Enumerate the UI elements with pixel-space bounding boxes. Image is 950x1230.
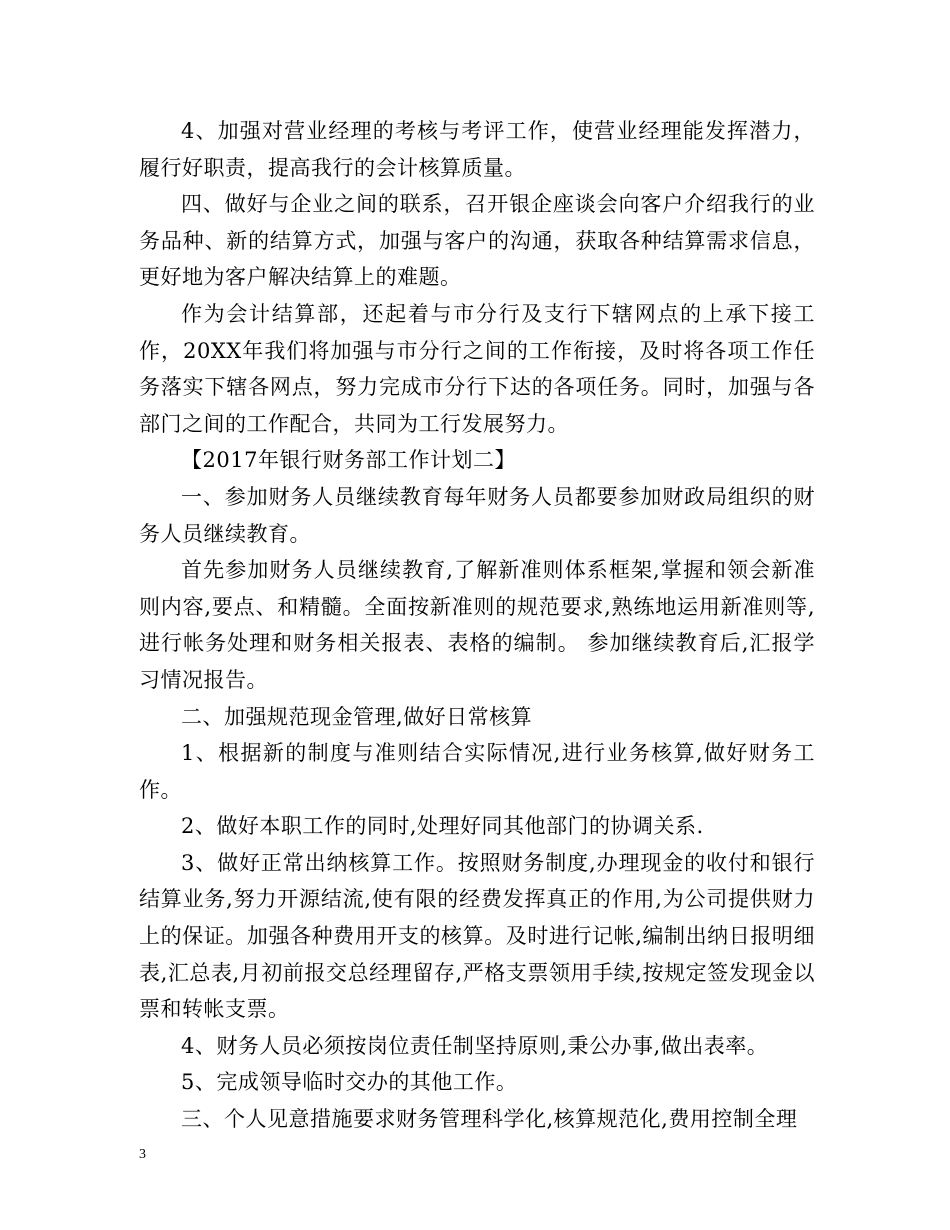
paragraph: 三、个人见意措施要求财务管理科学化,核算规范化,费用控制全理 xyxy=(181,1107,798,1132)
paragraph: 作为会计结算部，还起着与市分行及支行下辖网点的上承下接工作，20XX年我们将加强与市分行之间的工作衔接，及时将各项工作任务落实下辖各网点，努力完成市分行下达的各项任务。同时，加强与各部门之间的工作配合，共同为工行发展努力。 xyxy=(139,301,815,436)
paragraph: 二、加强规范现金管理,做好日常核算 xyxy=(181,704,533,729)
paragraph: 1、根据新的制度与准则结合实际情况,进行业务核算,做好财务工作。 xyxy=(139,741,815,802)
paragraph: 四、做好与企业之间的联系，召开银企座谈会向客户介绍我行的业务品种、新的结算方式，加强与客户的沟通，获取各种结算需求信息，更好地为客户解决结算上的难题。 xyxy=(139,192,815,290)
document-body xyxy=(139,113,815,1138)
paragraph: 2、做好本职工作的同时,处理好同其他部门的协调关系. xyxy=(181,814,704,839)
section-heading: 【2017年银行财务部工作计划二】 xyxy=(181,448,516,473)
paragraph: 3、做好正常出纳核算工作。按照财务制度,办理现金的收付和银行结算业务,努力开源结流,使有限的经费发挥真正的作用,为公司提供财力上的保证。加强各种费用开支的核算。及时进行记帐,编制出纳日报明细表,汇总表,月初前报交总经理留存,严格支票领用手续,按规定签发现金以票和转帐支票。 xyxy=(139,850,815,1022)
paragraph: 4、财务人员必须按岗位责任制坚持原则,秉公办事,做出表率。 xyxy=(181,1033,769,1058)
page-number: 3 xyxy=(139,1147,146,1162)
paragraph: 4、加强对营业经理的考核与考评工作，使营业经理能发挥潜力，履行好职责，提高我行的会计核算质量。 xyxy=(139,119,815,180)
paragraph: 首先参加财务人员继续教育,了解新准则体系框架,掌握和领会新准则内容,要点、和精髓。全面按新准则的规范要求,熟练地运用新准则等,进行帐务处理和财务相关报表、表格的编制。 参加继续教育后,汇报学习情况报告。 xyxy=(139,558,815,692)
paragraph: 一、参加财务人员继续教育每年财务人员都要参加财政局组织的财务人员继续教育。 xyxy=(139,484,815,546)
paragraph: 5、完成领导临时交办的其他工作。 xyxy=(181,1070,518,1095)
